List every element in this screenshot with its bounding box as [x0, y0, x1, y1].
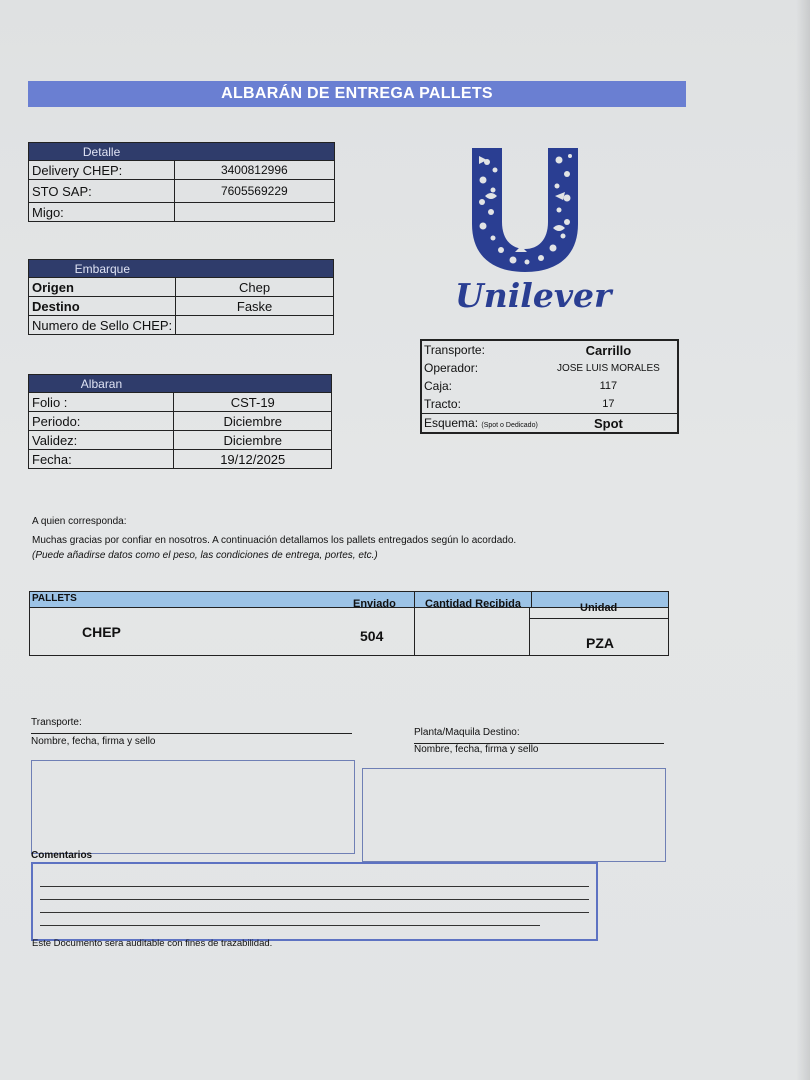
tracto-value: 17 — [602, 398, 615, 410]
pallets-table — [29, 591, 669, 667]
albaran-table — [28, 374, 332, 469]
transporte-sign-subtitle: Nombre, fecha, firma y sello — [31, 736, 156, 747]
folio-value: CST-19 — [174, 393, 332, 412]
enviado-value: 504 — [360, 628, 384, 644]
migo-value — [174, 203, 334, 222]
detalle-header: Detalle — [29, 143, 175, 161]
footer-note: Este Documento sera auditable con fines de trazabilidad. — [32, 938, 273, 949]
enviado-header: Enviado — [353, 598, 396, 610]
pallets-header: PALLETS — [32, 593, 77, 604]
caja-label: Caja: — [424, 379, 453, 393]
cantidad-cell — [414, 608, 530, 656]
cantidad-header: Cantidad Recibida — [414, 591, 532, 608]
letter-body: Muchas gracias por confiar en nosotros. A continuación detallamos los pallets entregados según lo acordado. — [32, 535, 517, 546]
validez-value: Diciembre — [174, 431, 332, 450]
transporte-table — [420, 339, 679, 434]
origen-label: Origen — [29, 278, 176, 297]
esquema-label-cell — [421, 414, 540, 434]
caja-value: 117 — [599, 380, 618, 392]
planta-sign-title: Planta/Maquila Destino: — [414, 727, 520, 738]
unidad-value: PZA — [586, 635, 614, 651]
periodo-value: Diciembre — [174, 412, 332, 431]
esquema-label: Esquema: — [424, 416, 479, 430]
sto-sap-value: 7605569229 — [174, 180, 334, 203]
sto-sap-label: STO SAP: — [29, 180, 175, 203]
folio-label: Folio : — [29, 393, 174, 412]
operador-label: Operador: — [424, 361, 479, 375]
detalle-table — [28, 142, 335, 222]
planta-sign-subtitle: Nombre, fecha, firma y sello — [414, 744, 539, 755]
embarque-header: Embarque — [29, 260, 176, 278]
comentarios-box[interactable] — [31, 862, 598, 941]
validez-label: Validez: — [29, 431, 174, 450]
operador-value: JOSE LUIS MORALES — [556, 362, 660, 374]
embarque-table — [28, 259, 334, 335]
letter-note: (Puede añadirse datos como el peso, las condiciones de entrega, portes, etc.) — [32, 550, 378, 561]
comentarios-label: Comentarios — [31, 850, 93, 861]
unidad-header: Unidad — [580, 602, 618, 614]
destino-label: Destino — [29, 297, 176, 316]
delivery-chep-value: 3400812996 — [174, 161, 334, 180]
albaran-header: Albaran — [29, 375, 174, 393]
destino-value: Faske — [176, 297, 334, 316]
fecha-value: 19/12/2025 — [174, 450, 332, 469]
transporte-value: Carrillo — [585, 342, 632, 358]
origen-value: Chep — [176, 278, 334, 297]
migo-label: Migo: — [29, 203, 175, 222]
fecha-label: Fecha: — [29, 450, 174, 469]
sello-chep-label: Numero de Sello CHEP: — [29, 316, 176, 335]
delivery-chep-label: Delivery CHEP: — [29, 161, 175, 180]
tracto-label: Tracto: — [424, 397, 461, 411]
esquema-note: (Spot o Dedicado) — [481, 422, 538, 429]
page-shadow — [796, 0, 810, 1080]
esquema-value: Spot — [593, 415, 623, 431]
transporte-sign-title: Transporte: — [31, 717, 82, 728]
planta-signature-box[interactable] — [362, 768, 666, 862]
transporte-label: Transporte: — [424, 343, 485, 357]
periodo-label: Periodo: — [29, 412, 174, 431]
sello-chep-value — [176, 316, 334, 335]
document-title: ALBARÁN DE ENTREGA PALLETS — [28, 81, 686, 107]
transporte-signature-box[interactable] — [31, 760, 355, 854]
unilever-wordmark: Unilever — [455, 276, 612, 315]
pallet-item: CHEP — [82, 624, 121, 640]
letter-greeting: A quien corresponda: — [32, 516, 127, 527]
